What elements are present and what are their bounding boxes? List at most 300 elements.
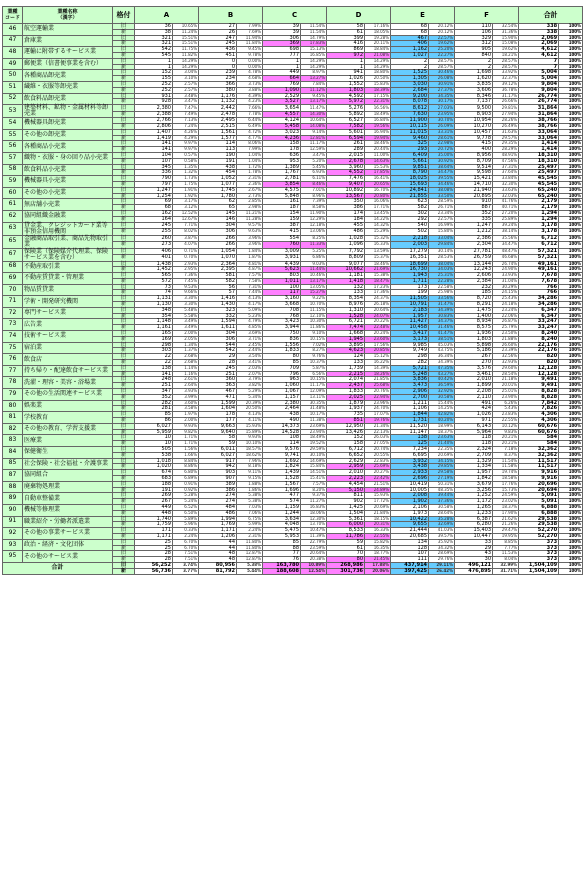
grade-percent: 18.39% [365,87,391,93]
grade-percent: 11.00% [365,152,391,158]
row-total-percent: 100% [559,248,583,255]
industry-name: 建築材料、鉱物・金属材料等卸売業 [23,105,113,118]
row-total-percent: 100% [559,302,583,308]
grade-percent: 7.45% [173,278,199,284]
grade-value: 162 [135,210,173,216]
grade-percent: 30.83% [429,313,455,319]
industry-code: 82 [3,423,23,435]
grade-value: 424 [455,406,493,412]
grade-value: 1,329 [455,458,493,464]
grade-value: 907 [199,475,237,481]
row-total: 57,321 [519,248,559,255]
grade-value: 1,604 [199,406,237,412]
grade-percent: 18.80% [365,70,391,76]
grade-percent: 15.12% [365,354,391,360]
row-total: 22,176 [519,342,559,348]
grade-percent: 5.43% [493,406,519,412]
grade-value: 29 [455,545,493,551]
grade-percent: 48.47% [493,248,519,255]
row-total-percent: 100% [559,278,583,284]
grade-percent: 34.39% [429,307,455,313]
kind-old: 旧 [113,152,135,158]
grade-value: 2,709 [455,452,493,458]
row-total: 8,828 [519,389,559,395]
grade-value: 2,110 [455,394,493,400]
grade-percent: 35.92% [429,539,455,545]
grade-value: 2,395 [199,267,237,273]
industry-code: 52 [3,93,23,105]
grade-percent: 9.03% [301,261,327,267]
grade-percent: 13.59% [365,248,391,255]
grade-percent: 47.35% [429,365,455,371]
kind-new: 新 [113,158,135,164]
grade-percent: 21.18% [493,377,519,383]
kind-new: 新 [113,170,135,176]
kind-old: 旧 [113,331,135,337]
grade-value: 3,679 [455,481,493,487]
row-total: 766 [519,284,559,290]
grade-value: 6,011 [199,447,237,453]
grade-percent: 5.96% [173,522,199,528]
grade-value: 3,461 [455,371,493,377]
grade-percent: 2.24% [237,528,263,534]
grade-percent: 11.94% [237,35,263,41]
grade-value: 2,906 [391,389,429,395]
industry-name: 飲食店 [23,354,113,366]
grade-value: 3,423 [263,319,301,325]
grade-percent: 3.48% [173,93,199,99]
grade-value: 57 [199,290,237,296]
grade-percent: 17.36% [365,290,391,296]
grade-value: 406 [391,41,429,47]
grade-value: 10,005 [391,487,429,493]
grade-percent: 3.73% [237,81,263,87]
industry-code: 90 [3,504,23,516]
grade-value: 664 [263,76,301,82]
row-total: 1,414 [519,141,559,147]
row-total: 7,826 [519,406,559,412]
grade-percent: 50.31% [429,481,455,487]
grade-value: 245 [199,41,237,47]
row-total: 7 [519,58,559,64]
grade-percent: 22.31% [365,99,391,105]
grade-value: 128 [391,545,429,551]
industry-code: 83 [3,435,23,447]
row-total: 2,069 [519,35,559,41]
grade-percent: 7.51% [173,557,199,563]
grade-percent: 3.10% [173,76,199,82]
grade-percent: 13.17% [301,278,327,284]
grade-percent: 2.98% [237,205,263,211]
grade-value: 1,833 [263,348,301,354]
row-total: 2,179 [519,205,559,211]
grade-percent: 48.91% [493,152,519,158]
grade-percent: 15.83% [365,81,391,87]
grade-percent: 38.51% [429,336,455,342]
grade-percent: 40.42% [429,377,455,383]
grade-percent: 26.60% [493,342,519,348]
grade-percent: 3.71% [237,336,263,342]
grade-value: 6,000 [327,522,365,528]
grade-percent: 8.27% [301,348,327,354]
grade-percent: 16.35% [365,545,391,551]
row-total: 8,828 [519,394,559,400]
grade-percent: 30.46% [429,70,455,76]
grade-value: 467 [391,35,429,41]
row-total: 373 [519,545,559,551]
row-total-percent: 100% [559,475,583,481]
grade-percent: 2.03% [237,365,263,371]
row-total-percent: 100% [559,93,583,99]
industry-code: 67 [3,248,23,261]
grade-value: 7,234 [391,447,429,453]
grade-value: 5,186 [455,348,493,354]
grade-value: 1,902 [391,499,429,505]
grade-percent: 20.01% [493,383,519,389]
grade-value: 1,157 [263,394,301,400]
grade-value: 1,265 [455,504,493,510]
grade-percent: 22.98% [429,141,455,147]
grade-value: 538 [135,452,173,458]
grade-value: 141 [135,141,173,147]
grade-percent: 40.20% [429,418,455,424]
grade-value: 190 [199,152,237,158]
row-total-percent: 100% [559,58,583,64]
grade-percent: 20.31% [365,522,391,528]
grade-value: 8,533 [327,528,365,534]
row-total: 1,294 [519,216,559,222]
grade-percent: 3.96% [237,235,263,242]
grade-percent: 12.09% [301,389,327,395]
kind-new: 新 [113,394,135,400]
grade-percent: 41.03% [429,528,455,534]
grade-value: 74 [135,290,173,296]
grade-value: 1,879 [327,400,365,406]
row-total-percent: 100% [559,562,583,568]
grade-percent: 11.53% [493,551,519,557]
row-total: 25,497 [519,164,559,170]
grade-percent: 11.38% [301,418,327,424]
grade-value: 184 [327,216,365,222]
row-total-percent: 100% [559,129,583,135]
row-total-percent: 100% [559,354,583,360]
grade-value: 803 [263,273,301,279]
grade-percent: 2.64% [173,383,199,389]
grade-percent: 15.84% [301,464,327,470]
grade-value: 86 [135,418,173,424]
header-grade-b: B [199,7,263,24]
grade-percent: 4.17% [237,302,263,308]
grade-value: 1,159 [263,504,301,510]
grade-value: 169 [135,336,173,342]
grade-value: 5,721 [391,365,429,371]
grade-value: 1,407 [135,129,173,135]
grade-value: 2,696 [391,475,429,481]
grade-percent: 1.88% [237,481,263,487]
grade-value: 289 [327,147,365,153]
row-total: 52,270 [519,533,559,539]
grade-percent: 47.56% [493,158,519,164]
grade-value: 455 [327,222,365,229]
grade-percent: 14.30% [301,111,327,118]
kind-old: 旧 [113,296,135,302]
grade-value: 11,147 [391,429,429,435]
grade-value: 68 [135,205,173,211]
grade-value: 329 [455,35,493,41]
kind-new: 新 [113,87,135,93]
grade-value: 132 [327,284,365,290]
grade-value: 1,438 [135,261,173,267]
grade-value: 416 [327,41,365,47]
grade-percent: 3.30% [173,296,199,302]
grade-value: 1,161 [135,325,173,331]
grade-percent: 32.54% [493,24,519,30]
grade-value: 636 [263,152,301,158]
grade-percent: 1.92% [173,193,199,199]
grade-value: 3,438 [391,464,429,470]
grade-percent: 0.58% [173,158,199,164]
rating-table [2,6,583,575]
grade-percent: 12.54% [301,568,327,574]
grade-value: 389 [199,481,237,487]
grade-value: 245 [135,222,173,229]
grade-value: 8,809 [327,255,365,262]
industry-code: 85 [3,458,23,470]
grade-percent: 26.66% [493,99,519,105]
grade-value: 106 [455,29,493,35]
grade-value: 6,594 [327,135,365,141]
kind-old: 旧 [113,235,135,242]
kind-old: 旧 [113,58,135,64]
grade-percent: 18.77% [365,551,391,557]
grade-percent: 28.59% [429,199,455,205]
row-total-percent: 100% [559,123,583,129]
grade-percent: 15.44% [429,400,455,406]
grade-percent: 17.72% [365,499,391,505]
grade-value: 840 [455,52,493,58]
row-total: 6,712 [519,235,559,242]
grade-value: 293 [391,147,429,153]
grade-percent: 20.50% [365,76,391,82]
industry-code: 74 [3,331,23,343]
grade-percent: 21.08% [365,52,391,58]
grade-value: 5,361 [327,516,365,522]
kind-new: 新 [113,464,135,470]
row-total-percent: 100% [559,284,583,290]
grade-value: 486 [327,229,365,236]
grade-value: 158 [263,141,301,147]
grade-percent: 8.04% [493,557,519,563]
kind-old: 旧 [113,70,135,76]
row-total: 18,310 [519,152,559,158]
kind-old: 旧 [113,164,135,170]
kind-old: 旧 [113,222,135,229]
grade-percent: 16.56% [365,105,391,112]
grade-value: 750 [263,331,301,337]
row-total: 18,310 [519,158,559,164]
grade-percent: 25.69% [365,464,391,470]
row-total: 20,696 [519,481,559,487]
row-total-percent: 100% [559,365,583,371]
kind-old: 旧 [113,24,135,30]
grade-percent: 23.90% [493,394,519,400]
grade-value: 8,934 [455,319,493,325]
grade-percent: 21.45% [365,557,391,563]
grade-percent: 1.75% [173,181,199,187]
grade-percent: 4.39% [237,93,263,99]
grade-value: 1,957 [391,313,429,319]
grade-value: 438 [199,164,237,170]
grade-value: 1,803 [455,336,493,342]
kind-new: 新 [113,336,135,342]
grade-percent: 17.16% [365,24,391,30]
grade-value: 399 [327,35,365,41]
kind-new: 新 [113,278,135,284]
grade-percent: 11.58% [493,464,519,470]
grade-value: 581 [199,273,237,279]
grade-percent: 30.70% [429,118,455,124]
grade-value: 9,500 [455,105,493,112]
grade-value: 282 [391,360,429,366]
grade-value: 931 [135,93,173,99]
grade-value: 437,914 [391,562,429,568]
grade-value: 1 [327,58,365,64]
grade-percent: 8.20% [301,487,327,493]
grade-percent: 1.56% [173,447,199,453]
grade-percent: 10.37% [301,360,327,366]
grade-percent: 22.55% [365,533,391,539]
grade-value: 1,011 [263,278,301,284]
grade-percent: 11.27% [301,499,327,505]
grade-percent: 11.75% [173,47,199,53]
grade-value: 491 [455,400,493,406]
grade-value: 252 [135,81,173,87]
kind-old: 旧 [113,493,135,499]
grade-value: 107 [391,551,429,557]
grade-value: 10,791 [391,302,429,308]
grade-value: 4,439 [263,261,301,267]
grade-percent: 33.56% [429,296,455,302]
kind-old: 旧 [113,35,135,41]
grade-value: 3,160 [263,296,301,302]
grade-value: 306 [199,336,237,342]
row-total-percent: 100% [559,319,583,325]
grade-value: 4,557 [263,111,301,118]
grade-percent: 32.92% [429,389,455,395]
grade-percent: 2.31% [237,176,263,182]
kind-old: 旧 [113,187,135,193]
grade-value: 3,654 [263,105,301,112]
industry-code: 53 [3,105,23,118]
grade-percent: 2.68% [173,354,199,360]
grade-value: 118 [455,441,493,447]
grade-percent: 1.91% [173,187,199,193]
grade-percent: 4.07% [173,242,199,249]
grade-percent: 28.54% [493,371,519,377]
grade-percent: 14.32% [365,222,391,229]
grade-percent: 11.33% [301,242,327,249]
grade-value: 1,070 [199,255,237,262]
grade-value: 1,824 [263,464,301,470]
grade-percent: 2.67% [237,187,263,193]
row-total-percent: 100% [559,47,583,53]
grade-percent: 6.75% [237,516,263,522]
grade-percent: 20.65% [365,181,391,187]
grade-percent: 31.46% [429,325,455,331]
grade-percent: 20.21% [493,435,519,441]
row-total: 9,916 [519,470,559,476]
grade-percent: 33.92% [493,70,519,76]
row-total: 2,069 [519,41,559,47]
row-total-percent: 100% [559,394,583,400]
grade-value: 2 [455,64,493,70]
grade-percent: 5.58% [173,313,199,319]
grade-percent: 29.76% [429,557,455,563]
grade-percent: 23.94% [301,429,327,435]
grade-value: 8,346 [455,93,493,99]
grade-value: 164 [135,216,173,222]
grade-value: 3,527 [263,99,301,105]
grade-value: 9,655 [391,522,429,528]
grade-value: 3,473 [391,383,429,389]
grade-value: 2,386 [455,235,493,242]
grade-percent: 17.76% [493,481,519,487]
grade-value: 387 [263,222,301,229]
grade-percent: 7.36% [173,273,199,279]
row-total-percent: 100% [559,551,583,557]
row-total: 31,864 [519,105,559,112]
grade-value: 44 [199,545,237,551]
header-total: 合計 [519,7,583,24]
grade-value: 1,305 [391,76,429,82]
grade-value: 554 [263,235,301,242]
grade-value: 9,851 [391,164,429,170]
grade-value: 851 [327,418,365,424]
grade-percent: 34.47% [429,170,455,176]
grade-percent: 6.56% [301,371,327,377]
row-total-percent: 100% [559,29,583,35]
grade-value: 1,419 [135,135,173,141]
kind-new: 新 [113,348,135,354]
grade-value: 39 [263,24,301,30]
row-total: 20,694 [519,487,559,493]
kind-new: 新 [113,267,135,273]
grade-percent: 28.57% [493,58,519,64]
row-total: 57,321 [519,255,559,262]
row-total-percent: 100% [559,164,583,170]
kind-old: 旧 [113,516,135,522]
grade-value: 401 [135,255,173,262]
row-total-percent: 100% [559,111,583,118]
kind-new: 新 [113,522,135,528]
kind-new: 新 [113,452,135,458]
grade-percent: 35.00% [429,152,455,158]
grade-value: 544 [199,342,237,348]
row-total: 34,286 [519,296,559,302]
grade-percent: 26.71% [429,205,455,211]
grade-percent: 1.87% [237,255,263,262]
grade-value: 232 [455,284,493,290]
grade-value: 454 [199,170,237,176]
grade-value: 415 [263,229,301,236]
grade-value: 10,115 [391,123,429,129]
row-total-percent: 100% [559,105,583,112]
grade-percent: 13.17% [301,99,327,105]
grade-percent: 23.83% [493,412,519,418]
grade-value: 6,652 [327,452,365,458]
grade-percent: 27.20% [493,210,519,216]
industry-name: 社会保険・社会福祉・介護事業 [23,458,113,470]
